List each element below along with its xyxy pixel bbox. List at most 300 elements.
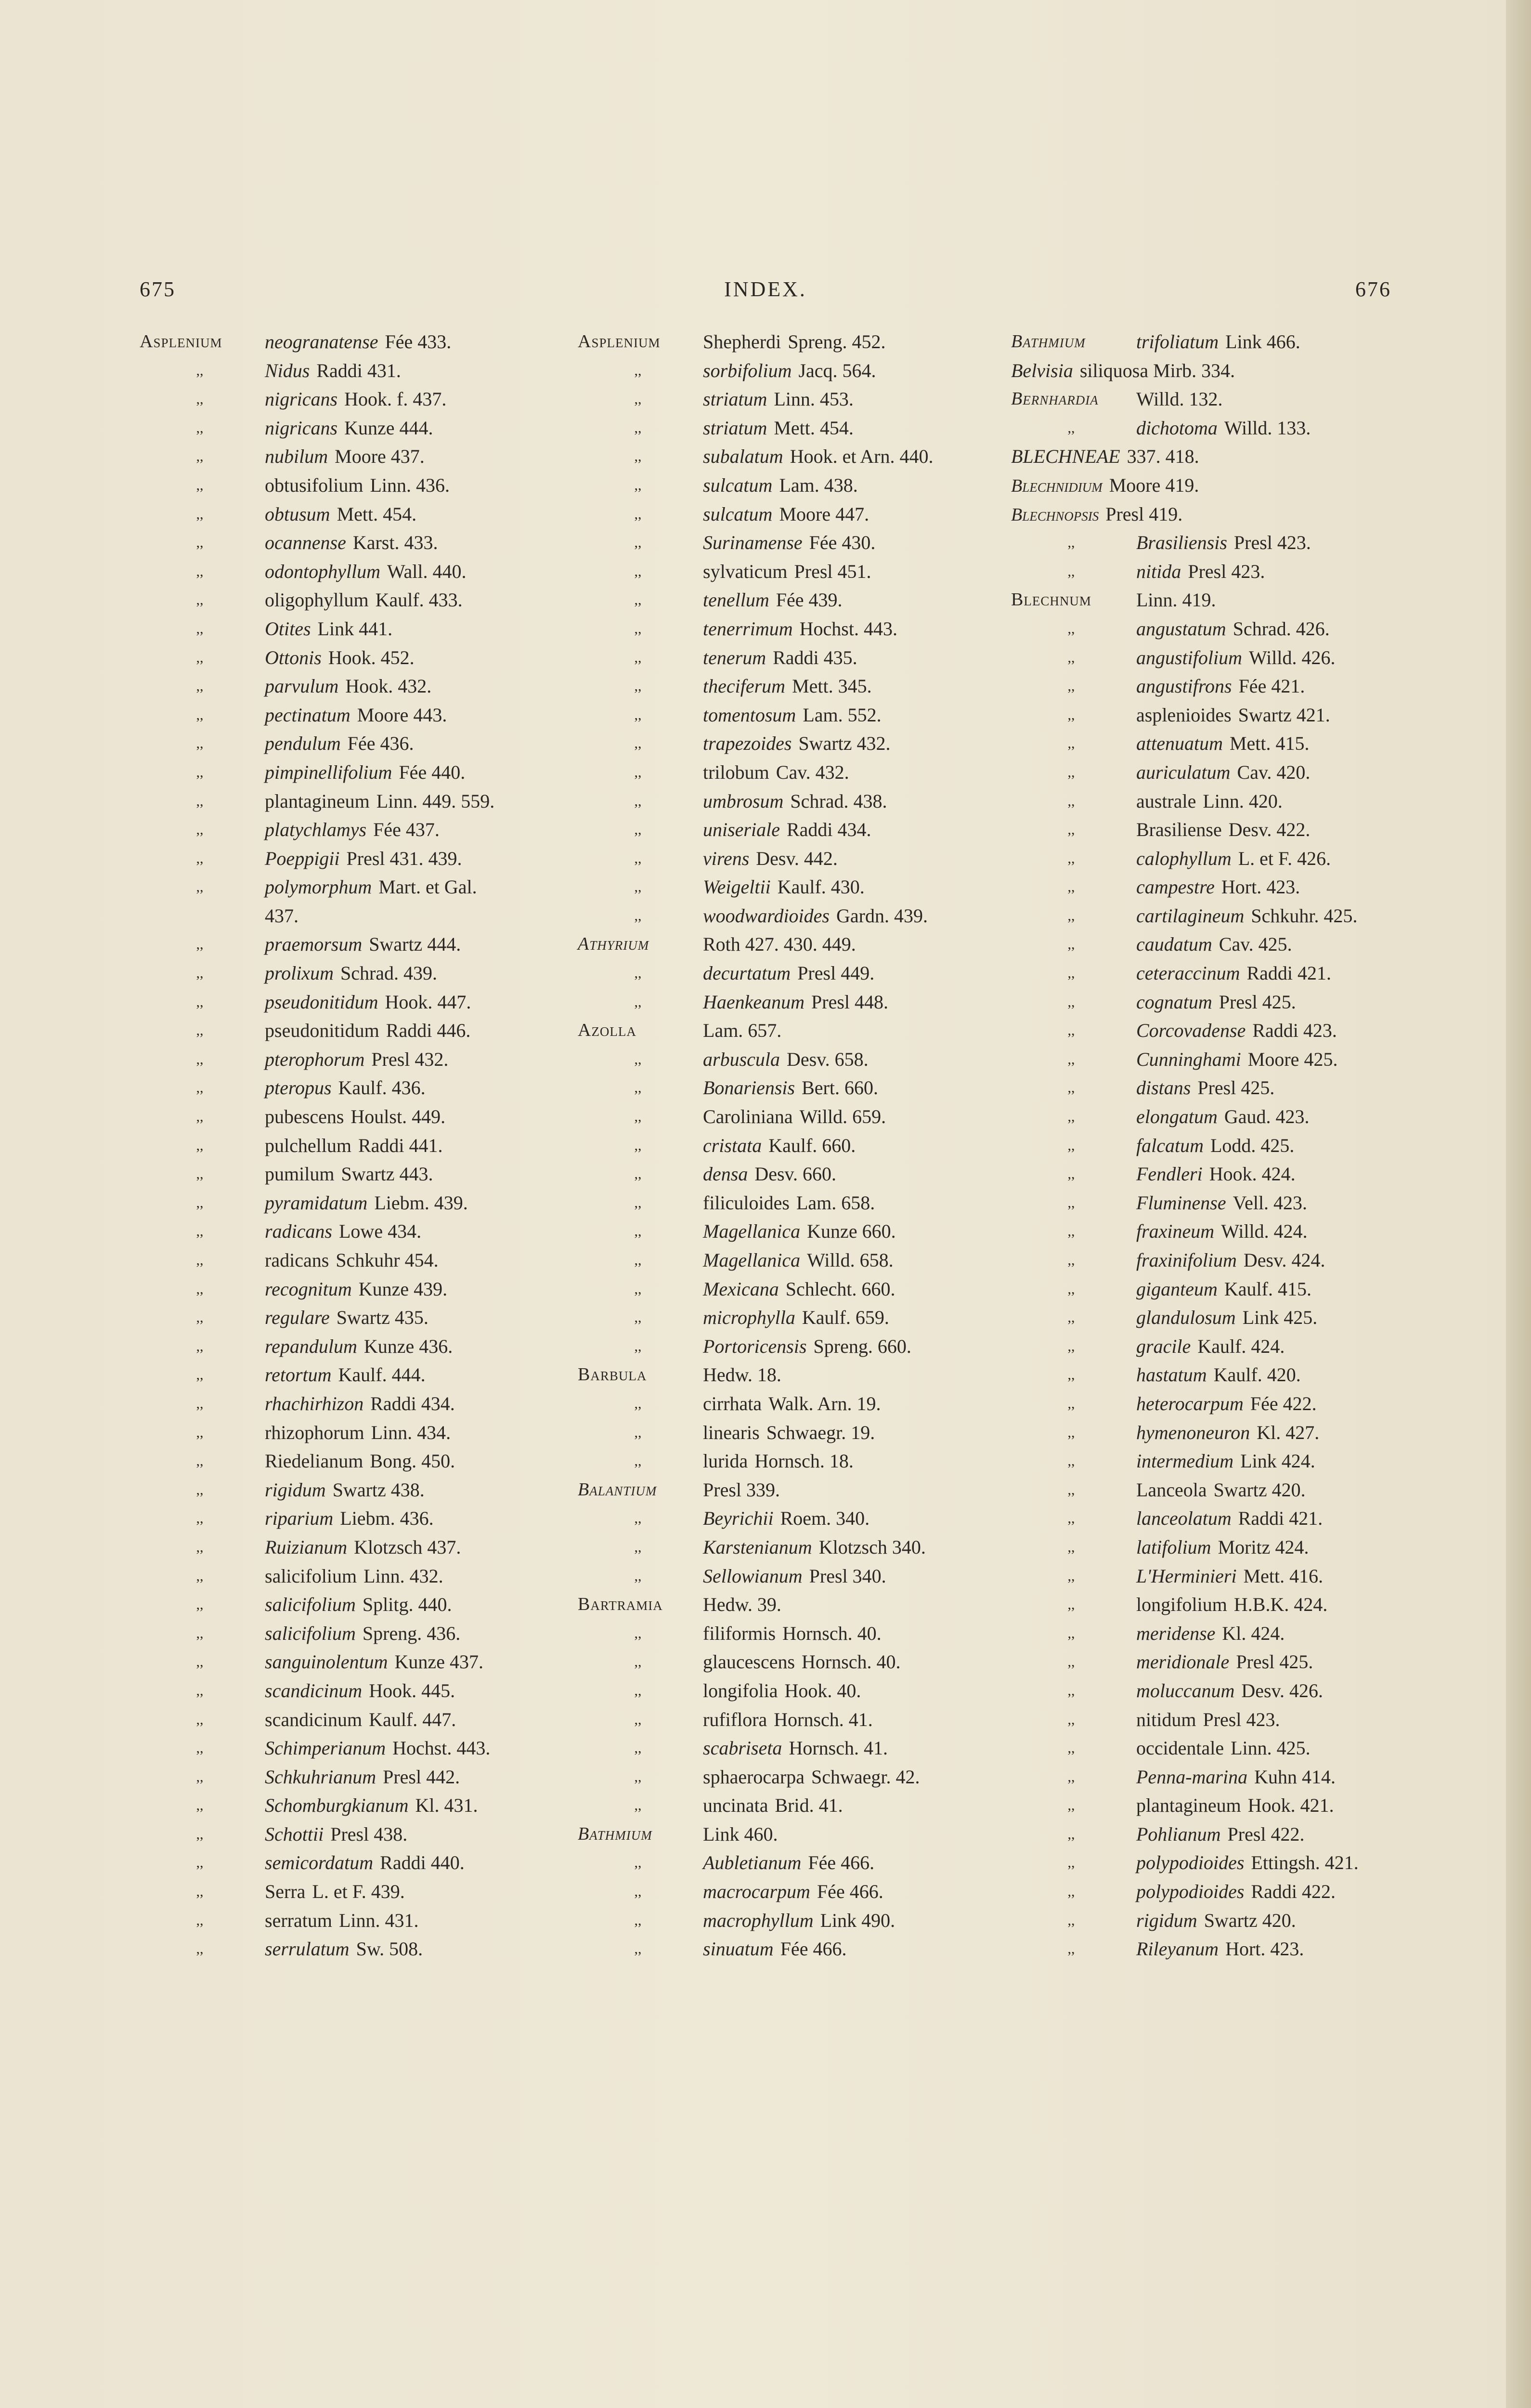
- entry-text: [265, 844, 462, 873]
- index-entry: [578, 1016, 1011, 1045]
- ditto-mark: ,,: [196, 850, 204, 866]
- entry-text: [703, 758, 849, 787]
- species-name: pendulum: [265, 733, 341, 755]
- ditto-mark: ,,: [634, 1051, 642, 1067]
- authority: Vell. 423.: [1233, 1191, 1308, 1214]
- authority: Swartz 443.: [341, 1163, 433, 1185]
- index-entry: [140, 1791, 573, 1820]
- authority: Cav. 425.: [1219, 933, 1292, 955]
- index-entry: [578, 1045, 1011, 1074]
- ditto-mark: ,,: [1067, 1539, 1075, 1555]
- species-name: hymenoneuron: [1136, 1421, 1250, 1443]
- ditto-mark: ,,: [1067, 907, 1075, 924]
- entry-text: [1136, 1476, 1306, 1505]
- page-edge: [1506, 0, 1531, 2408]
- species-name: Karstenianum: [703, 1536, 812, 1558]
- species-name: meridionale: [1136, 1651, 1230, 1673]
- genus-name: Asplenium: [140, 331, 222, 352]
- entry-text: [703, 1562, 886, 1591]
- index-entry: [140, 1389, 573, 1418]
- index-entry: [140, 701, 573, 730]
- authority: Hochst. 443.: [799, 617, 897, 640]
- index-entry: [1011, 615, 1444, 643]
- authority: Kuhn 414.: [1254, 1766, 1336, 1788]
- authority: Desv. 658.: [787, 1048, 869, 1070]
- species-name: ocannense: [265, 532, 346, 554]
- species-name: subalatum: [703, 445, 783, 468]
- entry-text: [703, 844, 838, 873]
- ditto-mark: ,,: [196, 1912, 204, 1928]
- authority: Presl 449.: [797, 962, 875, 984]
- ditto-mark: ,,: [634, 1539, 642, 1555]
- ditto-mark: ,,: [196, 1051, 204, 1067]
- index-entry: [140, 1935, 573, 1963]
- species-name: Weigeltii: [703, 876, 771, 898]
- species-name: polypodioides: [1136, 1852, 1245, 1874]
- entry-text: [1136, 729, 1310, 758]
- ditto-mark: ,,: [634, 1395, 642, 1412]
- entry-text: [1136, 1246, 1325, 1275]
- ditto-mark: ,,: [1067, 1481, 1075, 1498]
- species-name: Ruizianum: [265, 1536, 348, 1558]
- species-name: platychlamys: [265, 819, 367, 841]
- authority: Presl 451.: [794, 560, 871, 582]
- ditto-mark: ,,: [196, 477, 204, 493]
- authority: Hochst. 443.: [392, 1737, 491, 1759]
- index-entry: [140, 557, 573, 586]
- index-entry: [140, 844, 573, 873]
- authority: Fée 436.: [347, 733, 414, 755]
- ditto-mark: ,,: [634, 1568, 642, 1584]
- ditto-mark: ,,: [196, 1194, 204, 1211]
- authority: siliquosa Mirb. 334.: [1079, 359, 1235, 381]
- entry-full: [1011, 471, 1199, 501]
- authority: Lodd. 425.: [1210, 1134, 1295, 1156]
- entry-text: [1136, 1102, 1310, 1131]
- ditto-mark: ,,: [634, 506, 642, 522]
- species-name: sphaerocarpa: [703, 1766, 804, 1788]
- entry-text: [265, 1562, 443, 1591]
- index-entry: [578, 1447, 1011, 1476]
- species-name: Caroliniana: [703, 1106, 793, 1128]
- entry-text: [703, 1389, 881, 1418]
- entry-text: [265, 1820, 407, 1849]
- ditto-mark: ,,: [634, 1682, 642, 1699]
- species-name: cristata: [703, 1134, 762, 1156]
- authority: H.B.K. 424.: [1233, 1594, 1328, 1616]
- species-name: Mexicana: [703, 1278, 779, 1300]
- authority: Fée 433.: [385, 331, 452, 353]
- index-entry: [140, 1303, 573, 1332]
- index-entry: [578, 385, 1011, 414]
- species-name: riparium: [265, 1507, 334, 1530]
- authority: Mett. 345.: [792, 675, 872, 697]
- index-entry: [1011, 1303, 1444, 1332]
- entry-text: [1136, 1217, 1308, 1246]
- entry-text: [265, 1877, 405, 1906]
- ditto-mark: ,,: [196, 1568, 204, 1584]
- ditto-mark: ,,: [196, 1941, 204, 1957]
- index-entry: [1011, 988, 1444, 1017]
- authority: Spreng. 436.: [362, 1622, 461, 1644]
- index-entry: [578, 615, 1011, 643]
- entry-text: [265, 327, 451, 356]
- page-header: [140, 277, 1391, 306]
- ditto-mark: ,,: [1067, 1338, 1075, 1354]
- entry-text: [1136, 1389, 1317, 1418]
- index-entry: [1011, 643, 1444, 672]
- entry-text: [703, 1447, 854, 1476]
- entry-text: [1136, 1791, 1334, 1820]
- authority: Presl 448.: [811, 991, 889, 1013]
- species-name: Riedelianum: [265, 1450, 363, 1472]
- entry-text: [265, 1619, 460, 1648]
- species-name: meridense: [1136, 1622, 1216, 1644]
- species-name: polypodioides: [1136, 1881, 1245, 1903]
- authority: Kl. 427.: [1257, 1421, 1320, 1443]
- index-entry: [578, 1361, 1011, 1389]
- index-entry: [578, 1877, 1011, 1906]
- entry-text: [265, 1246, 439, 1275]
- ditto-mark: ,,: [634, 678, 642, 694]
- authority: Desv. 424.: [1243, 1249, 1325, 1271]
- index-entry: [1011, 1619, 1444, 1648]
- authority: Kaulf. 660.: [768, 1134, 856, 1156]
- authority: Fée 422.: [1250, 1392, 1317, 1414]
- authority: Presl 339.: [703, 1479, 780, 1501]
- entry-text: [703, 557, 871, 586]
- authority: Spreng. 660.: [813, 1335, 911, 1357]
- species-name: pumilum: [265, 1163, 335, 1185]
- index-entry: [578, 1820, 1011, 1849]
- authority: Gaud. 423.: [1224, 1106, 1310, 1128]
- index-entry: [578, 327, 1011, 356]
- authority: Kunze 437.: [394, 1651, 483, 1673]
- entry-text: [265, 1848, 465, 1877]
- authority: Swartz 435.: [336, 1307, 428, 1329]
- entry-text: [703, 1705, 873, 1734]
- ditto-mark: ,,: [1067, 1855, 1075, 1871]
- authority: Raddi 435.: [773, 646, 857, 668]
- index-entry: [1011, 1073, 1444, 1102]
- entry-text: [703, 1935, 846, 1963]
- ditto-mark: ,,: [196, 1740, 204, 1756]
- entry-text: [265, 1102, 445, 1131]
- entry-text: [1136, 1504, 1323, 1533]
- ditto-mark: ,,: [634, 1453, 642, 1469]
- ditto-mark: ,,: [634, 907, 642, 924]
- genus-name: Blechnidium: [1011, 475, 1103, 496]
- ditto-mark: ,,: [634, 1194, 642, 1211]
- species-name: Surinamense: [703, 532, 803, 554]
- ditto-mark: ,,: [1067, 1367, 1075, 1383]
- index-entry: [140, 902, 573, 930]
- authority: Roth 427. 430. 449.: [703, 933, 856, 955]
- authority: Hook. 40.: [784, 1679, 861, 1701]
- ditto-mark: ,,: [1067, 1510, 1075, 1527]
- ditto-mark: ,,: [196, 1510, 204, 1527]
- authority: Hook. 421.: [1247, 1794, 1334, 1817]
- authority: Wall. 440.: [387, 560, 467, 582]
- index-entry: [140, 1189, 573, 1217]
- entry-text: [1136, 1361, 1301, 1389]
- authority: Presl 442.: [383, 1766, 460, 1788]
- ditto-mark: ,,: [634, 649, 642, 666]
- authority: Lowe 434.: [339, 1220, 422, 1243]
- entry-text: [703, 1160, 836, 1189]
- ditto-mark: ,,: [634, 1309, 642, 1326]
- ditto-mark: ,,: [196, 649, 204, 666]
- ditto-mark: ,,: [634, 1080, 642, 1096]
- genus-name: Blechnum: [1011, 589, 1091, 610]
- ditto-mark: ,,: [196, 1797, 204, 1814]
- entry-text: [265, 1590, 452, 1619]
- entry-text: [265, 1389, 455, 1418]
- entry-text: [703, 1303, 889, 1332]
- species-name: prolixum: [265, 962, 334, 984]
- authority: Desv. 660.: [754, 1163, 836, 1185]
- authority: Linn. 434.: [371, 1421, 451, 1443]
- index-entry: [1011, 1131, 1444, 1160]
- index-column-1: [140, 327, 573, 1963]
- ditto-mark: ,,: [196, 448, 204, 465]
- index-entry: [578, 701, 1011, 730]
- authority: Roem. 340.: [780, 1507, 870, 1530]
- ditto-mark: ,,: [196, 1768, 204, 1785]
- authority: Fée 466.: [780, 1938, 847, 1960]
- ditto-mark: ,,: [196, 1080, 204, 1096]
- authority: L. et F. 439.: [312, 1881, 405, 1903]
- index-entry: [1011, 873, 1444, 902]
- authority: Desv. 426.: [1241, 1679, 1323, 1701]
- authority: Link 490.: [820, 1909, 895, 1931]
- species-name: uncinata: [703, 1794, 768, 1817]
- authority: Hort. 423.: [1225, 1938, 1304, 1960]
- entry-text: [703, 1073, 878, 1102]
- index-entry: [578, 672, 1011, 701]
- species-name: longifolium: [1136, 1594, 1227, 1616]
- entry-text: [265, 1045, 448, 1074]
- species-name: Lanceola: [1136, 1479, 1207, 1501]
- species-name: heterocarpum: [1136, 1392, 1244, 1414]
- ditto-mark: ,,: [634, 1281, 642, 1297]
- species-name: fraxineum: [1136, 1220, 1215, 1243]
- authority: Fée 466.: [817, 1881, 883, 1903]
- entry-full: [1011, 500, 1182, 530]
- index-entry: [140, 1131, 573, 1160]
- index-entry: [140, 1217, 573, 1246]
- entry-text: [1136, 615, 1330, 643]
- authority: Lam. 657.: [703, 1020, 782, 1042]
- index-entry: [140, 356, 573, 385]
- index-entry: [578, 356, 1011, 385]
- entry-text: [1136, 1533, 1309, 1562]
- index-entry: [1011, 528, 1444, 557]
- entry-text: [1136, 1763, 1336, 1792]
- index-entry: [578, 1935, 1011, 1963]
- species-name: recognitum: [265, 1278, 352, 1300]
- entry-text: [265, 557, 467, 586]
- page-title: INDEX.: [724, 277, 807, 301]
- authority: Spreng. 452.: [788, 331, 886, 353]
- ditto-mark: ,,: [634, 1740, 642, 1756]
- authority: Schwaegr. 42.: [811, 1766, 920, 1788]
- species-name: auriculatum: [1136, 761, 1231, 783]
- species-name: striatum: [703, 388, 767, 410]
- authority: Link 441.: [317, 617, 393, 640]
- ditto-mark: ,,: [1067, 822, 1075, 838]
- entry-text: [265, 1476, 425, 1505]
- index-entry: [578, 959, 1011, 988]
- ditto-mark: ,,: [634, 1252, 642, 1268]
- entry-text: [265, 1160, 433, 1189]
- ditto-mark: ,,: [1067, 1194, 1075, 1211]
- entry-text: [1136, 1820, 1305, 1849]
- authority: Fée 421.: [1238, 675, 1305, 697]
- entry-text: [703, 930, 856, 959]
- species-name: Schimperianum: [265, 1737, 386, 1759]
- species-name: cirrhata: [703, 1392, 762, 1414]
- entry-text: [265, 1303, 428, 1332]
- ditto-mark: ,,: [634, 793, 642, 809]
- species-name: pulchellum: [265, 1134, 351, 1156]
- authority: Kl. 424.: [1222, 1622, 1285, 1644]
- authority: Schlecht. 660.: [785, 1278, 895, 1300]
- index-entry: [1011, 1562, 1444, 1591]
- authority: Hornsch. 18.: [754, 1450, 854, 1472]
- ditto-mark: ,,: [1067, 1768, 1075, 1785]
- ditto-mark: ,,: [1067, 678, 1075, 694]
- ditto-mark: ,,: [196, 994, 204, 1010]
- entry-text: [703, 1275, 895, 1304]
- authority: Raddi 421.: [1246, 962, 1331, 984]
- authority: Lam. 658.: [796, 1191, 875, 1214]
- entry-text: [1136, 528, 1311, 557]
- ditto-mark: ,,: [196, 793, 204, 809]
- entry-text: [703, 1877, 883, 1906]
- entry-text: [703, 528, 875, 557]
- species-name: Corcovadense: [1136, 1020, 1246, 1042]
- authority: Presl 425.: [1236, 1651, 1313, 1673]
- entry-text: [1136, 1562, 1323, 1591]
- species-name: Otites: [265, 617, 311, 640]
- authority: Willd. 132.: [1136, 388, 1223, 410]
- index-entry: [578, 1418, 1011, 1447]
- species-name: rigidum: [265, 1479, 326, 1501]
- index-entry: [140, 1820, 573, 1849]
- species-name: pterophorum: [265, 1048, 365, 1070]
- authority: Kaulf. 447.: [369, 1708, 456, 1730]
- species-name: tomentosum: [703, 704, 796, 726]
- species-name: Bonariensis: [703, 1077, 795, 1099]
- species-name: scabriseta: [703, 1737, 782, 1759]
- authority: Desv. 442.: [756, 847, 838, 869]
- species-name: macrophyllum: [703, 1909, 814, 1931]
- entry-text: [265, 1418, 451, 1447]
- species-name: decurtatum: [703, 962, 791, 984]
- ditto-mark: ,,: [1067, 419, 1075, 436]
- species-name: nitida: [1136, 560, 1181, 582]
- authority: Presl 422.: [1227, 1823, 1305, 1845]
- ditto-mark: ,,: [634, 535, 642, 551]
- authority: Desv. 422.: [1228, 819, 1310, 841]
- species-name: pyramidatum: [265, 1191, 368, 1214]
- species-name: parvulum: [265, 675, 339, 697]
- index-entry: [1011, 1906, 1444, 1935]
- authority: Linn. 431.: [338, 1909, 419, 1931]
- species-name: distans: [1136, 1077, 1191, 1099]
- entry-text: [1136, 1275, 1311, 1304]
- index-entry: [140, 1016, 573, 1045]
- ditto-mark: ,,: [1067, 764, 1075, 780]
- ditto-mark: ,,: [634, 1137, 642, 1153]
- ditto-mark: ,,: [634, 1654, 642, 1670]
- ditto-mark: ,,: [196, 707, 204, 723]
- authority: Mart. et Gal.: [378, 876, 477, 898]
- authority: Willd. 424.: [1221, 1220, 1308, 1243]
- index-entry: [1011, 414, 1444, 443]
- index-entry: [1011, 1389, 1444, 1418]
- species-name: gracile: [1136, 1335, 1191, 1357]
- authority: Link 424.: [1240, 1450, 1315, 1472]
- species-name: microphylla: [703, 1307, 795, 1329]
- index-entry: [140, 643, 573, 672]
- ditto-mark: ,,: [1067, 1941, 1075, 1957]
- authority: Hornsch. 41.: [789, 1737, 888, 1759]
- index-entry: [140, 1763, 573, 1792]
- authority: Presl 425.: [1219, 991, 1296, 1013]
- entry-text: [265, 1073, 426, 1102]
- index-entry: [140, 1332, 573, 1361]
- index-entry: [1011, 1935, 1444, 1963]
- entry-text: [265, 1533, 461, 1562]
- entry-text: [265, 815, 440, 844]
- index-entry: [578, 1389, 1011, 1418]
- entry-text: [265, 701, 447, 730]
- index-entry: [140, 988, 573, 1017]
- species-name: lanceolatum: [1136, 1507, 1232, 1530]
- index-entry: [140, 327, 573, 356]
- entry-text: [1136, 1447, 1315, 1476]
- index-entry: [578, 500, 1011, 529]
- entry-text: [703, 442, 933, 471]
- ditto-mark: ,,: [196, 563, 204, 579]
- ditto-mark: ,,: [1067, 1022, 1075, 1039]
- authority: Hook. 445.: [369, 1679, 455, 1701]
- entry-text: [703, 1590, 781, 1619]
- species-name: nigricans: [265, 417, 338, 439]
- species-name: trifoliatum: [1136, 331, 1219, 353]
- ditto-mark: ,,: [196, 1109, 204, 1125]
- ditto-mark: ,,: [196, 506, 204, 522]
- authority: Mett. 415.: [1229, 733, 1310, 755]
- index-entry: [578, 1504, 1011, 1533]
- ditto-mark: ,,: [196, 1338, 204, 1354]
- entry-text: [265, 1935, 423, 1963]
- ditto-mark: ,,: [1067, 1654, 1075, 1670]
- entry-text: [265, 1648, 483, 1676]
- authority: Raddi 422.: [1251, 1881, 1336, 1903]
- ditto-mark: ,,: [634, 735, 642, 752]
- authority: Schrad. 439.: [340, 962, 438, 984]
- ditto-mark: ,,: [1067, 1252, 1075, 1268]
- authority: Raddi 440.: [380, 1852, 465, 1874]
- species-name: cognatum: [1136, 991, 1212, 1013]
- authority: Presl 423.: [1233, 532, 1311, 554]
- index-entry: [140, 1073, 573, 1102]
- authority: Kaulf. 433.: [375, 589, 463, 611]
- entry-text: [1136, 1877, 1336, 1906]
